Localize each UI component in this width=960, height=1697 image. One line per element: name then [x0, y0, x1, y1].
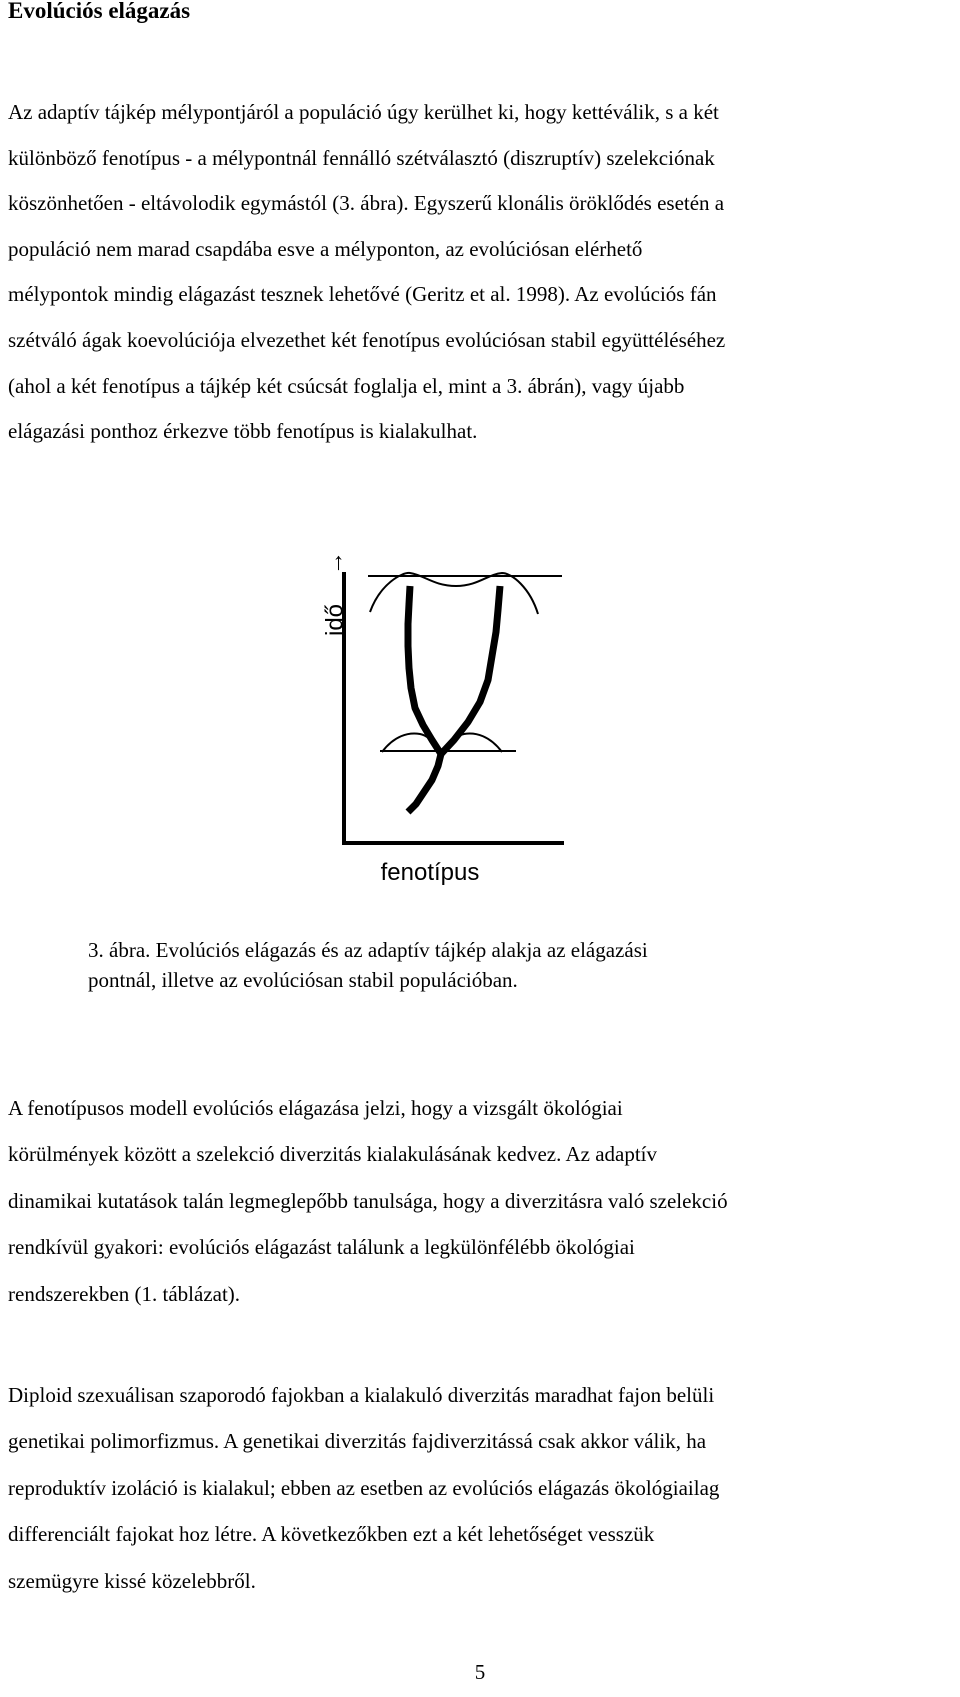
paragraph-line: dinamikai kutatások talán legmeglepőbb tanulsága, hogy a diverzitásra való szelekció — [8, 1188, 728, 1213]
paragraph-line: differenciált fajokat hoz létre. A következőkben ezt a két lehetőséget vesszük — [8, 1522, 655, 1547]
top-landscape-curve — [370, 573, 538, 614]
paragraph-line: Diploid szexuálisan szaporodó fajokban a kialakuló diverzitás maradhat fajon belüli — [8, 1383, 715, 1407]
y-axis-arrow-icon: → — [321, 551, 349, 575]
y-axis-label: idő — [321, 603, 349, 637]
figure-evolutionary-branching — [320, 551, 580, 890]
paragraph-line: köszönhetően - eltávolodik egymástól (3. ábra). Egyszerű klonális öröklődés esetén a — [8, 191, 725, 216]
x-axis-label: fenotípus — [380, 859, 480, 886]
figure-caption — [88, 935, 648, 995]
figure-diagram — [320, 551, 580, 890]
paragraph-diploid-species — [8, 1372, 719, 1604]
caption-line: 3. ábra. Evolúciós elágazás és az adaptív tájkép alakja az elágazási — [88, 938, 648, 962]
paragraph-line: A fenotípusos modell evolúciós elágazása jelzi, hogy a vizsgált ökológiai — [8, 1096, 623, 1120]
section-heading: Evolúciós elágazás — [8, 0, 191, 23]
paragraph-line: (ahol a két fenotípus a tájkép két csúcsát foglalja el, mint a 3. ábrán), vagy újabb — [8, 373, 685, 398]
paragraph-line: szétváló ágak koevolúciója elvezethet két fenotípus evolúciósan stabil együttéléséhez — [8, 327, 726, 352]
branch-trunk — [408, 754, 441, 812]
paragraph-line: mélypontok mindig elágazást tesznek lehetővé (Geritz et al. 1998). Az evolúciós fán — [8, 282, 717, 307]
paragraph-line: rendszerekben (1. táblázat). — [8, 1281, 241, 1306]
paragraph-line: rendkívül gyakori: evolúciós elágazást találunk a legkülönfélébb ökológiai — [8, 1235, 635, 1260]
paragraph-line: Az adaptív tájkép mélypontjáról a populáció úgy kerülhet ki, hogy kettéválik, s a két — [8, 100, 719, 124]
paragraph-line: szemügyre kissé közelebbről. — [8, 1568, 256, 1593]
paragraph-line: genetikai polimorfizmus. A genetikai diverzitás fajdiverzitássá csak akkor válik, ha — [8, 1429, 707, 1454]
paragraph-diversity-selection — [8, 1085, 728, 1317]
paragraph-line: körülmények között a szelekció diverzitás kialakulásának kedvez. Az adaptív — [8, 1142, 658, 1167]
paragraph-line: populáció nem marad csapdába esve a mélyponton, az evolúciósan elérhető — [8, 236, 643, 261]
paragraph-line: reproduktív izoláció is kialakul; ebben az esetben az evolúciós elágazás ökológiailag — [8, 1475, 720, 1500]
paragraph-line: elágazási ponthoz érkezve több fenotípus is kialakulhat. — [8, 419, 478, 444]
caption-line: pontnál, illetve az evolúciósan stabil populációban. — [88, 968, 518, 992]
paragraph-line: különböző fenotípus - a mélypontnál fennálló szétválasztó (diszruptív) szelekciónak — [8, 145, 715, 170]
paragraph-adaptive-landscape — [8, 90, 725, 455]
page-number: 5 — [474, 1660, 486, 1684]
branch-right — [441, 586, 500, 754]
branch-left — [408, 586, 441, 754]
